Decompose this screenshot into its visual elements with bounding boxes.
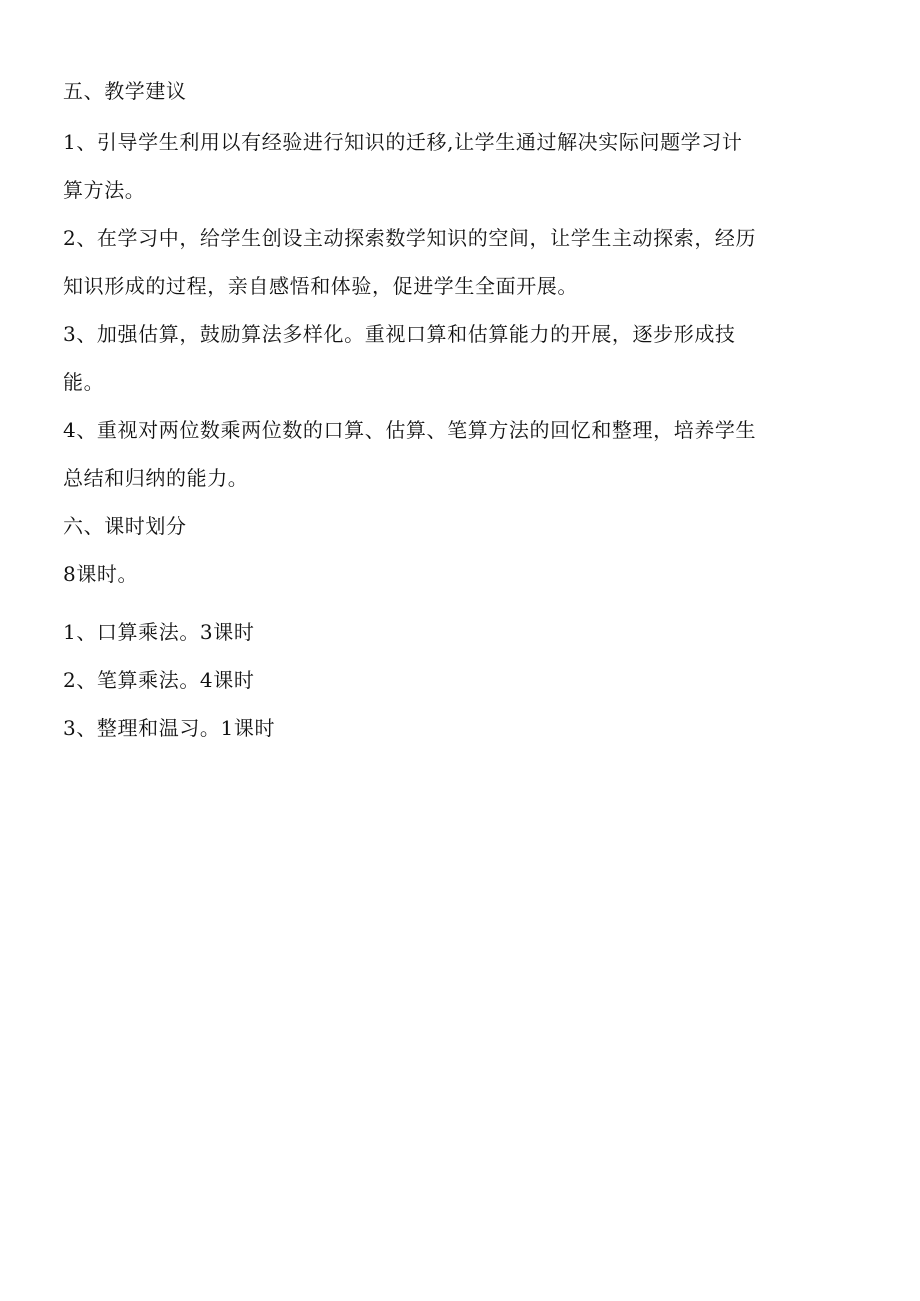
suggestion-item-2-line-1: 2、在学习中，给学生创设主动探索数学知识的空间，让学生主动探索，经历 xyxy=(63,226,757,250)
section-heading-lesson-allocation: 六、课时划分 xyxy=(63,514,187,538)
suggestion-item-1 xyxy=(63,118,853,214)
suggestion-item-3-line-1: 3、加强估算，鼓励算法多样化。重视口算和估算能力的开展，逐步形成技 xyxy=(63,322,736,346)
suggestion-item-3 xyxy=(63,310,853,406)
lesson-item-2: 2、笔算乘法。4课时 xyxy=(63,668,255,692)
lesson-total: 8课时。 xyxy=(63,562,139,586)
document-body xyxy=(63,72,853,752)
suggestion-item-4 xyxy=(63,406,853,502)
suggestion-item-2 xyxy=(63,214,853,310)
suggestion-item-4-line-1: 4、重视对两位数乘两位数的口算、估算、笔算方法的回忆和整理，培养学生 xyxy=(63,418,757,442)
suggestion-item-1-line-1: 1、引导学生利用以有经验进行知识的迁移,让学生通过解决实际问题学习计 xyxy=(63,130,743,154)
suggestion-item-3-line-2: 能。 xyxy=(63,370,105,394)
suggestion-item-4-line-2: 总结和归纳的能力。 xyxy=(63,466,249,490)
lesson-item-3: 3、整理和温习。1课时 xyxy=(63,716,276,740)
lesson-item-1: 1、口算乘法。3课时 xyxy=(63,620,255,644)
section-heading-teaching-suggestions: 五、教学建议 xyxy=(63,79,187,103)
suggestion-item-2-line-2: 知识形成的过程，亲自感悟和体验，促进学生全面开展。 xyxy=(63,274,578,298)
suggestion-item-1-line-2: 算方法。 xyxy=(63,178,146,202)
